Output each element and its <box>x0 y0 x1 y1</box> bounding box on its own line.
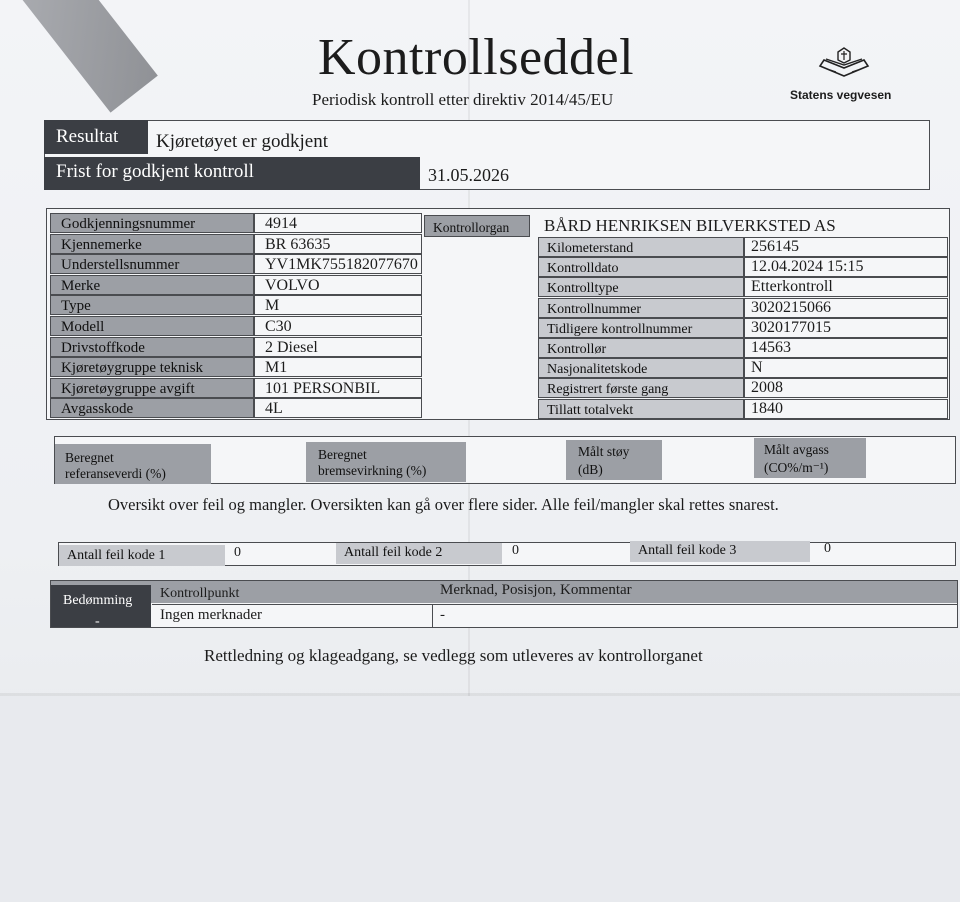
assessment-row-merknad: - <box>440 608 445 623</box>
assessment-row-kontrollpunkt: Ingen merknader <box>160 608 263 623</box>
assessment-col-bedomming <box>51 585 151 627</box>
vehicle-value: N <box>744 358 948 378</box>
vehicle-label: Kontrollør <box>538 338 744 358</box>
brake-label-line-1: Beregnet <box>318 447 367 462</box>
vehicle-value: 3020177015 <box>744 318 948 338</box>
fault-code1-value: 0 <box>234 546 241 560</box>
result-label: Resultat <box>44 120 148 154</box>
vehicle-value: 12.04.2024 15:15 <box>744 257 948 277</box>
vehicle-label: Kilometerstand <box>538 237 744 257</box>
vehicle-label: Avgasskode <box>50 398 254 418</box>
vehicle-value: Etterkontroll <box>744 277 948 297</box>
assessment-col-bedomming-label: Bedømming <box>63 593 133 608</box>
vehicle-label: Type <box>50 295 254 315</box>
vehicle-label: Kontrolldato <box>538 257 744 277</box>
vehicle-value: M <box>254 295 422 315</box>
vehicle-value: 14563 <box>744 338 948 358</box>
ref-label-line-1: Beregnet <box>65 450 114 465</box>
exhaust-label-line-1: Målt avgass <box>764 442 829 457</box>
vehicle-value: YV1MK755182077670 <box>254 254 422 274</box>
vehicle-label: Kontrollnummer <box>538 298 744 318</box>
fault-code2-label: Antall feil kode 2 <box>336 543 502 564</box>
ref-label <box>55 444 211 484</box>
vehicle-value: 256145 <box>744 237 948 257</box>
vehicle-label: Registrert første gang <box>538 378 744 398</box>
vehicle-label: Kjøretøygruppe teknisk <box>50 357 254 377</box>
assessment-row-divider <box>152 604 958 605</box>
result-value: Kjøretøyet er godkjent <box>156 132 329 152</box>
assessment-col-divider <box>432 604 433 627</box>
vehicle-value: C30 <box>254 316 422 336</box>
lower-sheet <box>0 696 960 902</box>
fault-code3-value: 0 <box>824 542 831 556</box>
vehicle-label: Godkjenningsnummer <box>50 213 254 233</box>
vehicle-label: Kjøretøygruppe avgift <box>50 378 254 398</box>
noise-label <box>566 440 662 480</box>
noise-label-line-1: Målt støy <box>578 444 630 459</box>
vehicle-label: Merke <box>50 275 254 295</box>
footer-text: Rettledning og klageadgang, se vedlegg som utleveres av kontrollorganet <box>204 647 703 665</box>
paper-fold-horizontal <box>0 693 960 696</box>
deadline-value: 31.05.2026 <box>428 166 509 185</box>
vehicle-value: 3020215066 <box>744 298 948 318</box>
vehicle-label: Tidligere kontrollnummer <box>538 318 744 338</box>
ref-label-line-2: referanseverdi (%) <box>65 466 166 482</box>
fault-overview-text: Oversikt over feil og mangler. Oversikten kan gå over flere sider. Alle feil/mangler skal rettes snarest. <box>108 497 779 514</box>
vehicle-label: Understellsnummer <box>50 254 254 274</box>
statens-vegvesen-logo-icon <box>816 46 872 82</box>
vehicle-value: 1840 <box>744 399 948 419</box>
vehicle-value: 2 Diesel <box>254 337 422 357</box>
assessment-row-bedomming: - <box>95 614 100 627</box>
vehicle-label: Drivstoffkode <box>50 337 254 357</box>
vehicle-value: 101 PERSONBIL <box>254 378 422 398</box>
vehicle-value: M1 <box>254 357 422 377</box>
brake-label <box>306 442 466 482</box>
org-value: BÅRD HENRIKSEN BILVERKSTED AS <box>544 216 836 235</box>
noise-label-line-2: (dB) <box>578 461 603 477</box>
vehicle-label: Kontrolltype <box>538 277 744 297</box>
vehicle-value: 4L <box>254 398 422 418</box>
assessment-col-merknad: Merknad, Posisjon, Kommentar <box>440 583 632 598</box>
vehicle-label: Nasjonalitetskode <box>538 358 744 378</box>
fault-code3-label: Antall feil kode 3 <box>630 541 810 562</box>
vehicle-value: 2008 <box>744 378 948 398</box>
assessment-col-kontrollpunkt: Kontrollpunkt <box>160 587 240 601</box>
document-subtitle: Periodisk kontroll etter direktiv 2014/45/EU <box>312 90 614 109</box>
deadline-label: Frist for godkjent kontroll <box>44 157 420 190</box>
brake-label-line-2: bremsevirkning (%) <box>318 463 427 479</box>
vehicle-label: Kjennemerke <box>50 234 254 254</box>
document-title: Kontrollseddel <box>318 29 635 86</box>
vehicle-label: Tillatt totalvekt <box>538 399 744 419</box>
exhaust-label <box>754 438 866 478</box>
exhaust-label-line-2: (CO%/m⁻¹) <box>764 459 829 475</box>
vehicle-label: Modell <box>50 316 254 336</box>
vehicle-value: VOLVO <box>254 275 422 295</box>
corner-fold-mark <box>18 0 158 113</box>
issuer-name: Statens vegvesen <box>790 88 892 102</box>
vehicle-value: BR 63635 <box>254 234 422 254</box>
fault-code1-label: Antall feil kode 1 <box>59 545 225 566</box>
org-label: Kontrollorgan <box>424 215 530 237</box>
vehicle-value: 4914 <box>254 213 422 233</box>
fault-code2-value: 0 <box>512 544 519 558</box>
